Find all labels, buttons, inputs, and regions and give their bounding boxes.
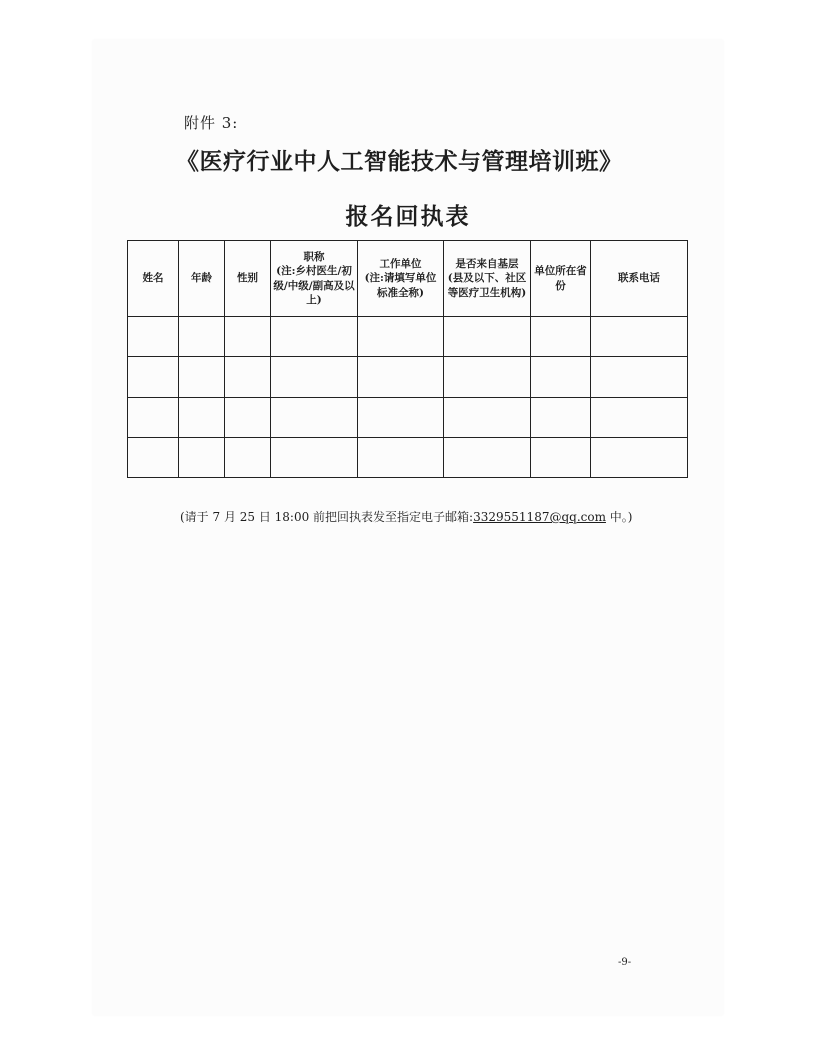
cell-province[interactable] [531, 437, 591, 477]
table-header-row [128, 241, 688, 317]
cell-gender[interactable] [225, 437, 271, 477]
submission-note [180, 508, 632, 525]
cell-phone[interactable] [591, 357, 688, 397]
cell-work-unit[interactable] [358, 317, 444, 357]
note-suffix: 中。) [605, 510, 633, 524]
attachment-label: 附件 3: [184, 114, 239, 132]
cell-age[interactable] [179, 317, 225, 357]
table-row [128, 317, 688, 357]
note-prefix: (请于 7 月 25 日 18:00 前把回执表发至指定电子邮箱: [180, 510, 474, 524]
contact-email-link[interactable]: 3329551187@qq.com [473, 510, 606, 524]
cell-gender[interactable] [225, 397, 271, 437]
table-row [128, 437, 688, 477]
document-page [93, 40, 723, 1015]
document-subtitle: 报名回执表 [345, 203, 471, 230]
document-title: 《医疗行业中人工智能技术与管理培训班》 [176, 148, 623, 175]
registration-form-table [127, 240, 688, 478]
cell-province[interactable] [531, 317, 591, 357]
cell-job-title[interactable] [271, 317, 358, 357]
cell-work-unit[interactable] [358, 397, 444, 437]
header-grassroots: 是否来自基层 (县及以下、社区等医疗卫生机构) [444, 241, 531, 317]
cell-job-title[interactable] [271, 397, 358, 437]
header-gender: 性别 [225, 241, 271, 317]
cell-job-title[interactable] [271, 437, 358, 477]
header-work-unit: 工作单位 (注:请填写单位标准全称) [358, 241, 444, 317]
header-job-title: 职称 (注:乡村医生/初级/中级/副高及以上) [271, 241, 358, 317]
cell-job-title[interactable] [271, 357, 358, 397]
cell-grassroots[interactable] [444, 437, 531, 477]
cell-age[interactable] [179, 397, 225, 437]
cell-grassroots[interactable] [444, 317, 531, 357]
cell-work-unit[interactable] [358, 357, 444, 397]
cell-phone[interactable] [591, 437, 688, 477]
header-phone: 联系电话 [591, 241, 688, 317]
cell-grassroots[interactable] [444, 397, 531, 437]
cell-work-unit[interactable] [358, 437, 444, 477]
cell-gender[interactable] [225, 317, 271, 357]
cell-name[interactable] [128, 317, 179, 357]
cell-name[interactable] [128, 397, 179, 437]
page-number: -9- [618, 957, 632, 968]
cell-province[interactable] [531, 397, 591, 437]
cell-age[interactable] [179, 437, 225, 477]
cell-age[interactable] [179, 357, 225, 397]
cell-phone[interactable] [591, 317, 688, 357]
cell-name[interactable] [128, 437, 179, 477]
header-province: 单位所在省份 [531, 241, 591, 317]
cell-gender[interactable] [225, 357, 271, 397]
cell-grassroots[interactable] [444, 357, 531, 397]
header-age: 年龄 [179, 241, 225, 317]
table-row [128, 357, 688, 397]
cell-province[interactable] [531, 357, 591, 397]
header-name: 姓名 [128, 241, 179, 317]
table-row [128, 397, 688, 437]
cell-name[interactable] [128, 357, 179, 397]
cell-phone[interactable] [591, 397, 688, 437]
